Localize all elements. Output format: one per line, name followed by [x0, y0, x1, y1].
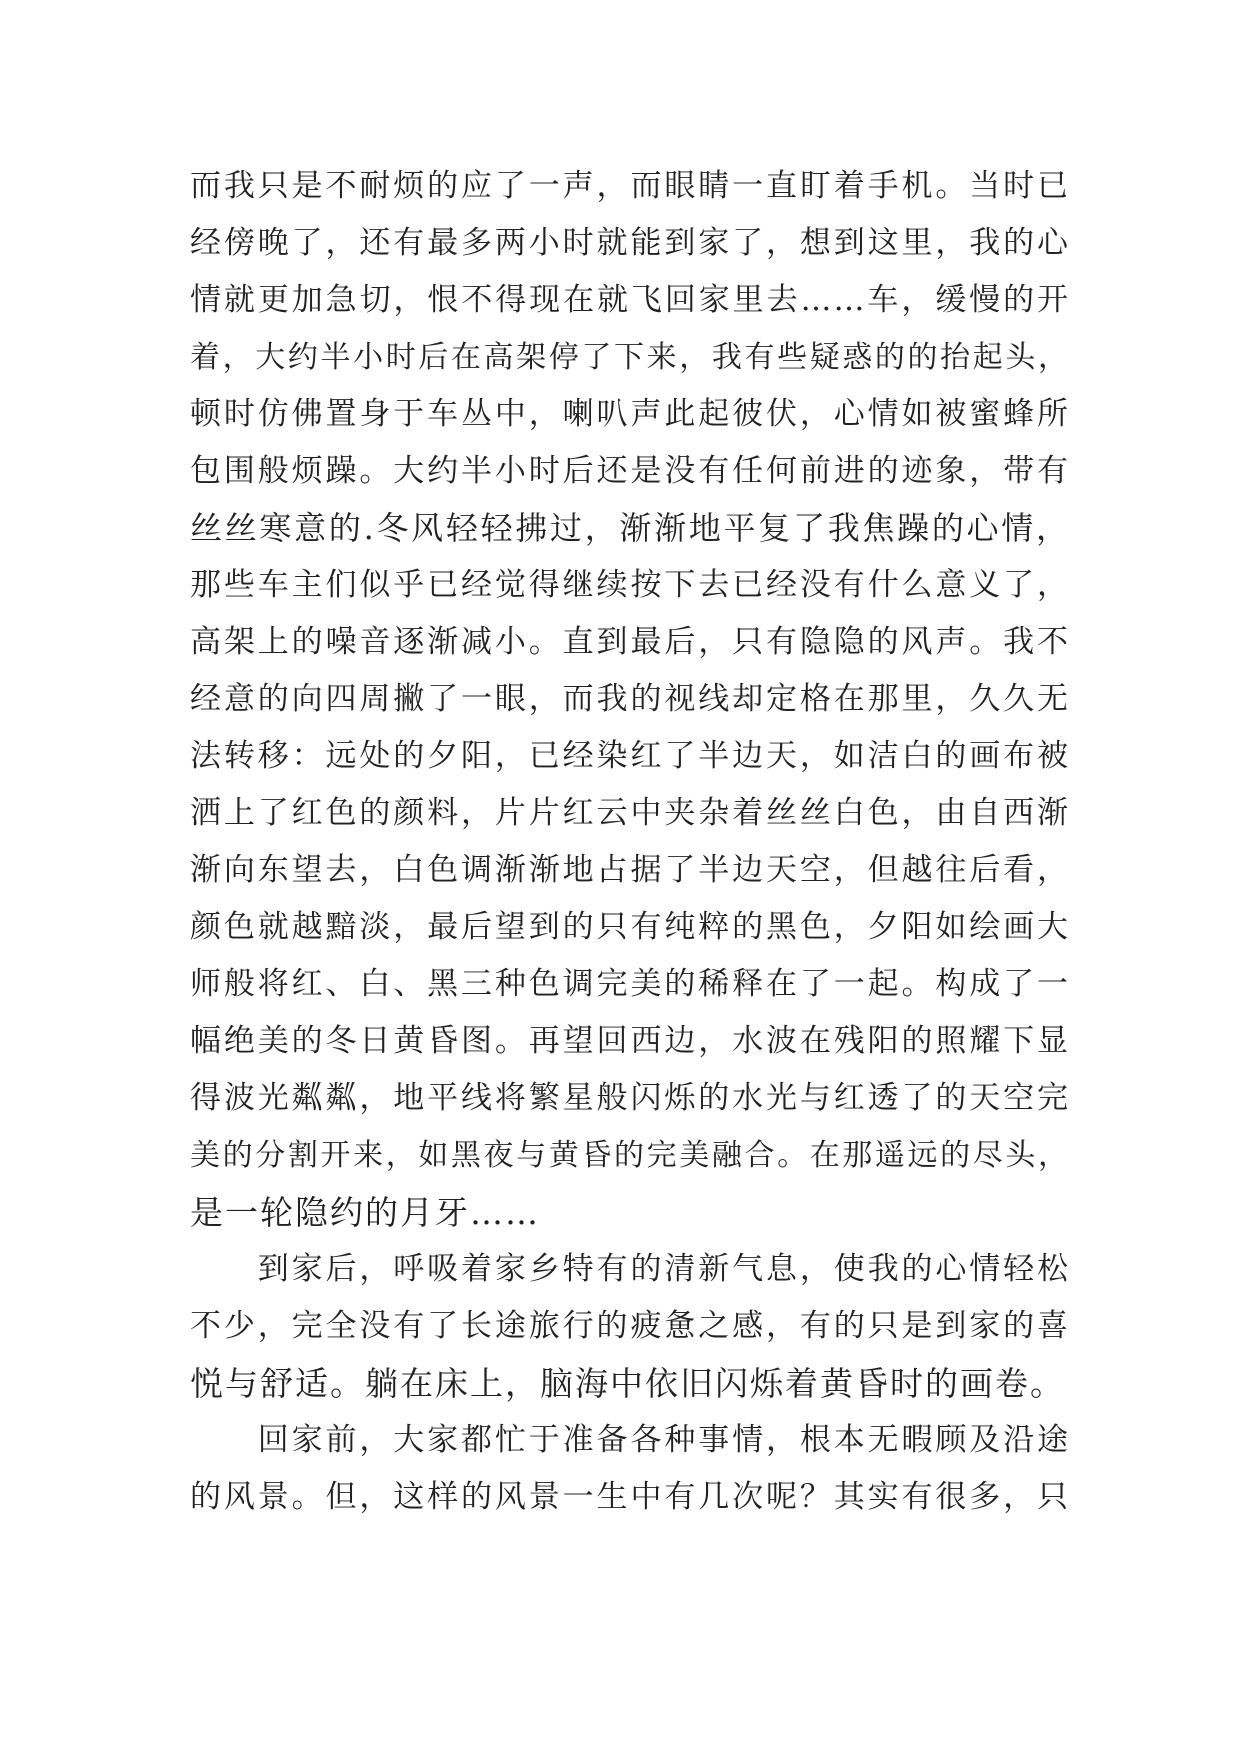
text-line: 洒上了红色的颜料，片片红云中夹杂着丝丝白色，由自西渐	[190, 795, 1070, 831]
text-line: 顿时仿佛置身于车丛中，喇叭声此起彼伏，心情如被蜜蜂所	[190, 396, 1070, 432]
text-line: 悦与舒适。躺在床上，脑海中依旧闪烁着黄昏时的画卷。	[190, 1364, 1065, 1403]
text-line: 高架上的噪音逐渐减小。直到最后，只有隐隐的风声。我不	[190, 624, 1070, 660]
text-line: 包围般烦躁。大约半小时后还是没有任何前进的迹象，带有	[190, 453, 1070, 489]
text-line: 经傍晚了，还有最多两小时就能到家了，想到这里，我的心	[190, 225, 1070, 261]
text-line: 是一轮隐约的月牙……	[190, 1193, 540, 1232]
text-line: 丝丝寒意的.冬风轻轻拂过，渐渐地平复了我焦躁的心情，	[190, 509, 1070, 547]
text-line: 法转移：远处的夕阳，已经染红了半边天，如洁白的画布被	[190, 738, 1070, 774]
text-line: 情就更加急切，恨不得现在就飞回家里去……车，缓慢的开	[190, 282, 1070, 318]
text-line: 美的分割开来，如黑夜与黄昏的完美融合。在那遥远的尽头，	[190, 1138, 1070, 1173]
text-line: 的风景。但，这样的风景一生中有几次呢？其实有很多，只	[190, 1479, 1070, 1515]
text-line: 不少，完全没有了长途旅行的疲惫之感，有的只是到家的喜	[190, 1308, 1070, 1344]
text-line: 颜色就越黯淡，最后望到的只有纯粹的黑色，夕阳如绘画大	[190, 909, 1070, 945]
text-line: 师般将红、白、黑三种色调完美的稀释在了一起。构成了一	[190, 966, 1070, 1002]
text-line: 渐向东望去，白色调渐渐地占据了半边天空，但越往后看，	[190, 852, 1070, 888]
text-line: 那些车主们似乎已经觉得继续按下去已经没有什么意义了，	[190, 567, 1070, 603]
text-line: 而我只是不耐烦的应了一声，而眼睛一直盯着手机。当时已	[190, 168, 1070, 204]
text-line: 经意的向四周撇了一眼，而我的视线却定格在那里，久久无	[190, 681, 1070, 717]
text-line: 到家后，呼吸着家乡特有的清新气息，使我的心情轻松	[190, 1251, 1070, 1287]
text-line: 幅绝美的冬日黄昏图。再望回西边，水波在残阳的照耀下显	[190, 1023, 1070, 1059]
body-text	[190, 158, 1070, 1526]
text-line: 得波光粼粼，地平线将繁星般闪烁的水光与红透了的天空完	[190, 1080, 1070, 1116]
text-line: 着，大约半小时后在高架停了下来，我有些疑惑的的抬起头，	[190, 340, 1070, 375]
text-line: 回家前，大家都忙于准备各种事情，根本无暇顾及沿途	[190, 1422, 1070, 1458]
